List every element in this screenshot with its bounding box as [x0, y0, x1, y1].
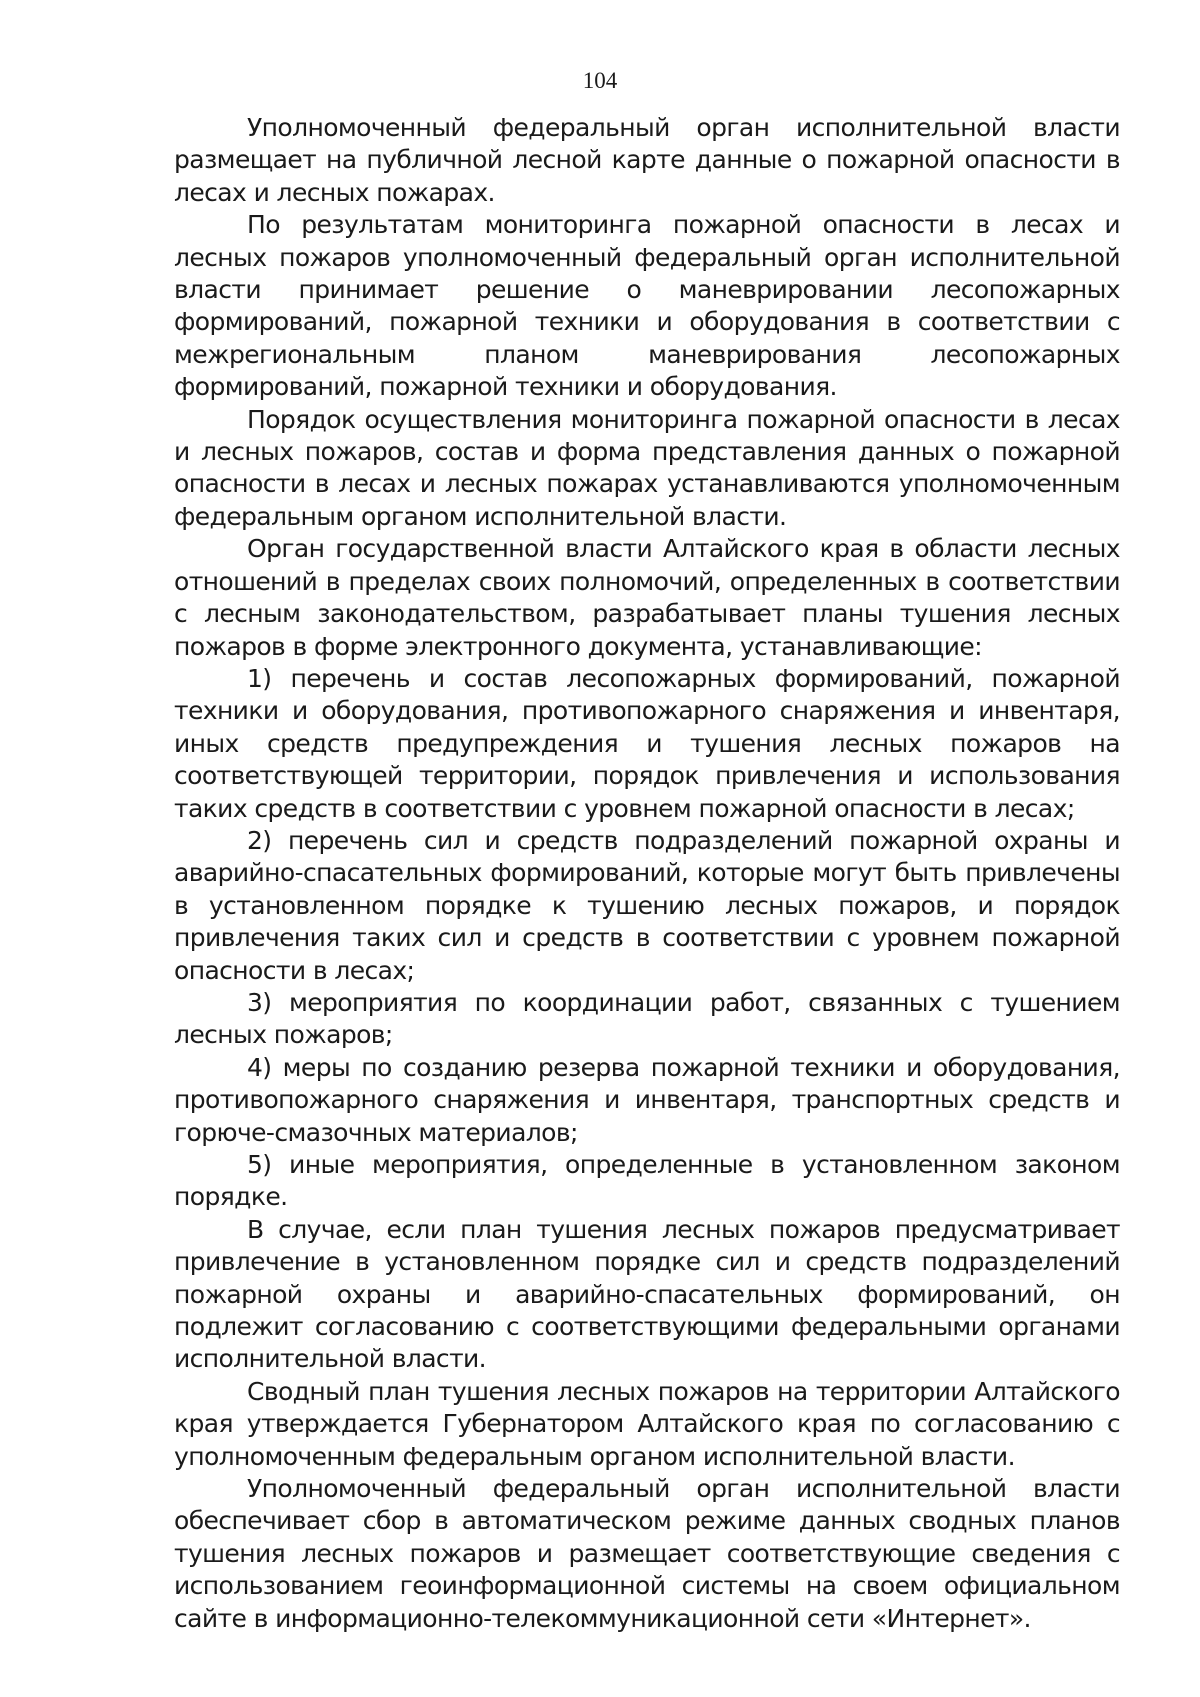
list-item-3: 3) мероприятия по координации работ, связанных с тушением лесных пожаров;	[174, 987, 1120, 1050]
document-body	[174, 112, 1120, 1635]
page-number: 104	[582, 68, 618, 93]
paragraph: По результатам мониторинга пожарной опасности в лесах и лесных пожаров уполномоченный федеральный орган исполнительной власти принимает решение о маневрировании лесопожарных формирований, пожарной техники и оборудования в соответствии с межрегиональным планом маневрирования лесопожарных формирований, пожарной техники и оборудования.	[174, 210, 1120, 402]
paragraph: Орган государственной власти Алтайского края в области лесных отношений в пределах своих полномочий, определенных в соответствии с лесным законодательством, разрабатывает планы тушения лесных пожаров в форме электронного документа, устанавливающие:	[174, 534, 1120, 661]
paragraph: В случае, если план тушения лесных пожаров предусматривает привлечение в установленном порядке сил и средств подразделений пожарной охраны и аварийно-спасательных формирований, он подлежит согласованию с соответствующими федеральными органами исполнительной власти.	[174, 1214, 1120, 1374]
paragraph: Сводный план тушения лесных пожаров на территории Алтайского края утверждается Губернатором Алтайского края по согласованию с уполномоченным федеральным органом исполнительной власти.	[174, 1376, 1120, 1471]
list-item-4: 4) меры по созданию резерва пожарной техники и оборудования, противопожарного снаряжения и инвентаря, транспортных средств и горюче-смазочных материалов;	[174, 1052, 1120, 1147]
list-item-1: 1) перечень и состав лесопожарных формирований, пожарной техники и оборудования, противопожарного снаряжения и инвентаря, иных средств предупреждения и тушения лесных пожаров на соответствующей территории, порядок привлечения и использования таких средств в соответствии с уровнем пожарной опасности в лесах;	[174, 663, 1120, 823]
paragraph: Уполномоченный федеральный орган исполнительной власти обеспечивает сбор в автоматическом режиме данных сводных планов тушения лесных пожаров и размещает соответствующие сведения с использованием геоинформационной системы на своем официальном сайте в информационно-телекоммуникационной сети «Интернет».	[174, 1474, 1120, 1633]
paragraph: Порядок осуществления мониторинга пожарной опасности в лесах и лесных пожаров, состав и форма представления данных о пожарной опасности в лесах и лесных пожарах устанавливаются уполномоченным федеральным органом исполнительной власти.	[174, 404, 1120, 531]
list-item-2: 2) перечень сил и средств подразделений пожарной охраны и аварийно-спасательных формирований, которые могут быть привлечены в установленном порядке к тушению лесных пожаров, и порядок привлечения таких сил и средств в соответствии с уровнем пожарной опасности в лесах;	[174, 825, 1120, 985]
paragraph: Уполномоченный федеральный орган исполнительной власти размещает на публичной лесной карте данные о пожарной опасности в лесах и лесных пожарах.	[174, 113, 1120, 207]
list-item-5: 5) иные мероприятия, определенные в установленном законом порядке.	[174, 1150, 1120, 1212]
